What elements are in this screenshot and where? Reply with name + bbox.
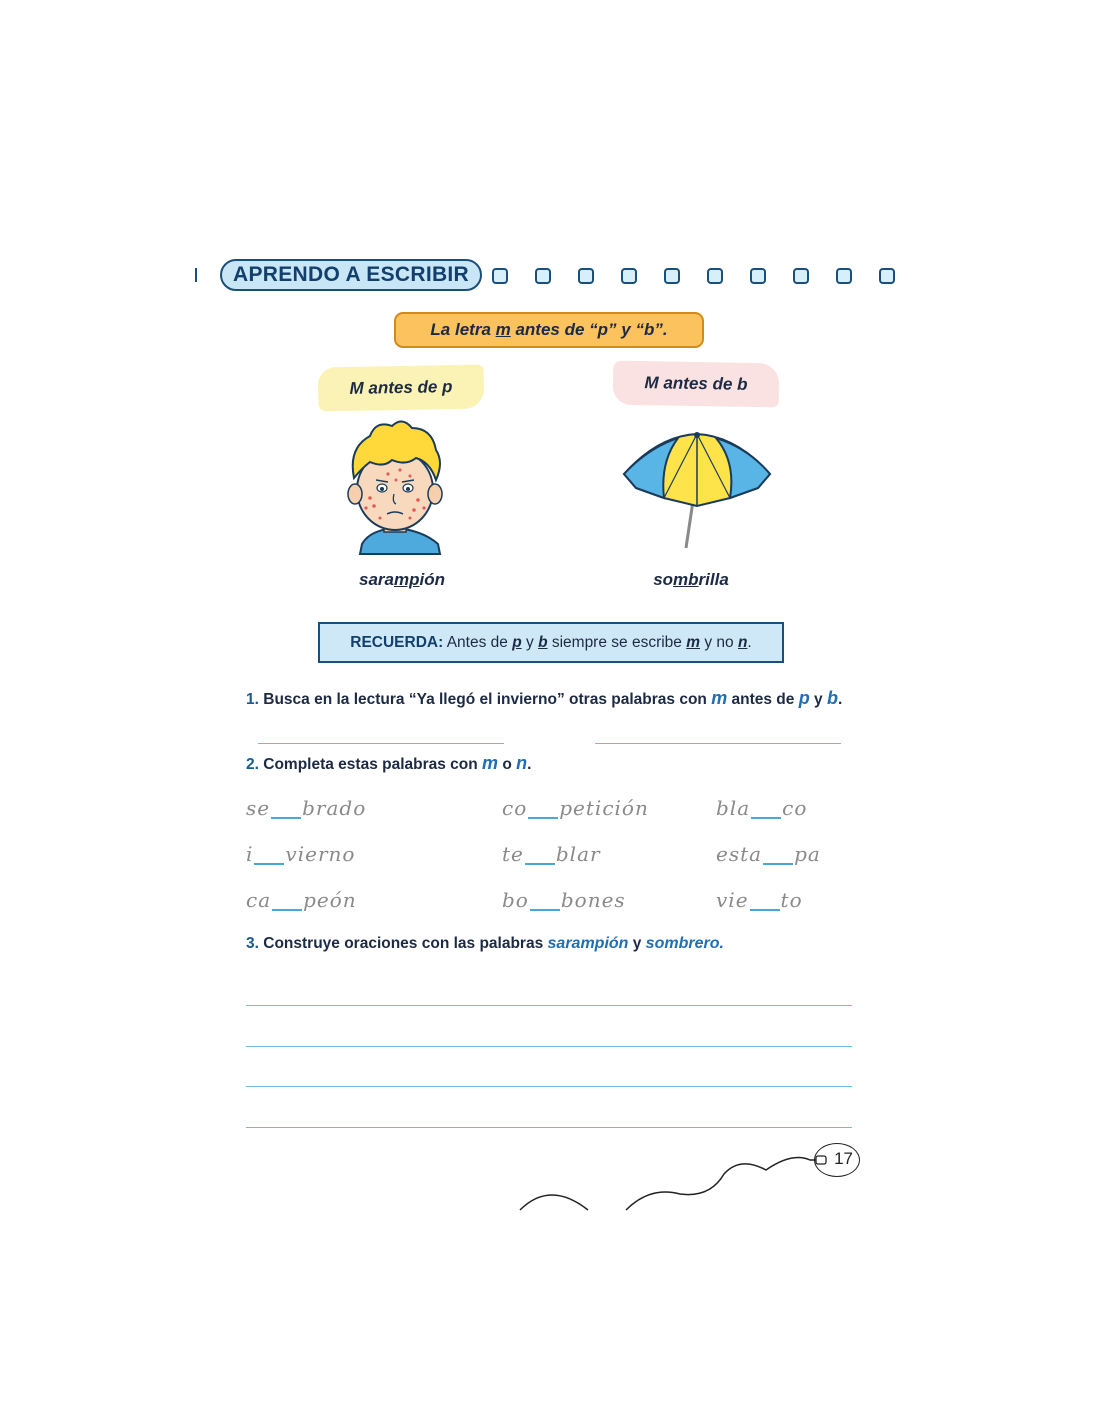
writing-line[interactable] (246, 1086, 852, 1087)
header-tick (195, 268, 197, 282)
decorative-cable (510, 1140, 830, 1220)
fill-word (716, 888, 803, 912)
remember-box (318, 622, 784, 663)
word-part: petición (559, 796, 649, 820)
word-part: bla (716, 796, 751, 820)
question-text: y (809, 691, 827, 708)
word-part: vierno (285, 842, 356, 866)
tag-m-before-b: M antes de b (613, 361, 780, 408)
remember-text: y (521, 634, 539, 651)
fill-word (502, 796, 649, 820)
question-number: 2. (246, 756, 259, 773)
boy-with-measles-illustration (340, 418, 450, 556)
remember-letter: n (737, 634, 748, 651)
word-part: ca (246, 888, 272, 912)
word-part: peón (303, 888, 357, 912)
writing-line[interactable] (246, 1046, 852, 1047)
lesson-title (394, 312, 704, 348)
word-part: brado (302, 796, 367, 820)
header-dot (793, 268, 809, 284)
writing-line[interactable] (246, 1127, 852, 1128)
fill-word (716, 842, 821, 866)
header-dot (707, 268, 723, 284)
section-title: APRENDO A ESCRIBIR (220, 259, 482, 291)
blank-slot[interactable] (525, 862, 555, 865)
question-text: o (498, 756, 517, 773)
highlight-letter: m (482, 753, 499, 773)
blank-slot[interactable] (528, 816, 558, 819)
word-part: rilla (698, 570, 729, 589)
word-part: ión (419, 570, 445, 589)
fill-word (246, 888, 357, 912)
question-text: y (628, 935, 646, 952)
blank-slot[interactable] (530, 908, 560, 911)
question-2 (246, 753, 531, 774)
header-dot (836, 268, 852, 284)
highlight-letter: n (516, 753, 528, 773)
highlight-word: sarampión (547, 935, 629, 952)
blank-slot[interactable] (271, 816, 301, 819)
remember-letter: b (538, 634, 548, 651)
page-number: 17 (814, 1143, 860, 1177)
example-word-sarampion (302, 570, 502, 590)
remember-letter: m (686, 634, 701, 651)
header-dot (535, 268, 551, 284)
word-part: co (502, 796, 528, 820)
fill-word (246, 842, 355, 866)
header-dot (492, 268, 508, 284)
question-text: . (837, 691, 843, 708)
fill-word (716, 796, 807, 820)
title-prefix: La letra (430, 320, 496, 339)
beach-umbrella-illustration (618, 430, 776, 552)
header-dot (578, 268, 594, 284)
question-number: 3. (246, 935, 259, 952)
header-dot (664, 268, 680, 284)
word-part: vie (716, 888, 749, 912)
remember-label: RECUERDA: (350, 634, 444, 651)
writing-line[interactable] (246, 1005, 852, 1006)
highlight-letter: p (798, 688, 810, 708)
remember-text: siempre se escribe (547, 634, 687, 651)
fill-word (502, 888, 626, 912)
question-text: Busca en la lectura “Ya llegó el invierno” otras palabras con (258, 691, 712, 708)
remember-letter: p (512, 634, 522, 651)
answer-line[interactable] (258, 743, 504, 744)
highlight-word: sombrero. (645, 935, 724, 952)
word-part: to (780, 888, 803, 912)
question-number: 1. (246, 691, 259, 708)
header-dot (879, 268, 895, 284)
blank-slot[interactable] (751, 816, 781, 819)
remember-text: Antes de (443, 634, 513, 651)
header-dot (750, 268, 766, 284)
question-3 (246, 935, 724, 953)
remember-text: . (747, 634, 752, 651)
question-1 (246, 688, 842, 709)
word-part: bones (560, 888, 626, 912)
blank-slot[interactable] (750, 908, 780, 911)
question-text: . (527, 756, 532, 773)
fill-word (502, 842, 601, 866)
word-part: esta (716, 842, 763, 866)
word-part: bo (502, 888, 529, 912)
blank-slot[interactable] (272, 908, 302, 911)
question-text: Completa estas palabras con (258, 756, 483, 773)
highlight-letter: m (711, 688, 728, 708)
title-suffix: antes de “p” y “b”. (510, 320, 668, 339)
header-dot (621, 268, 637, 284)
word-underlined: mp (393, 570, 420, 589)
example-word-sombrilla (591, 570, 791, 590)
tag-m-before-p: M antes de p (318, 365, 485, 412)
title-letter: m (495, 320, 511, 339)
word-part: sara (359, 570, 394, 589)
word-part: blar (555, 842, 601, 866)
remember-text: y no (700, 634, 738, 651)
question-text: antes de (727, 691, 799, 708)
question-text: Construye oraciones con las palabras (258, 935, 548, 952)
word-part: so (653, 570, 674, 589)
answer-line[interactable] (595, 743, 841, 744)
fill-word (246, 796, 366, 820)
word-part: se (246, 796, 271, 820)
blank-slot[interactable] (763, 862, 793, 865)
highlight-letter: b (826, 688, 838, 708)
word-part: pa (794, 842, 821, 866)
word-underlined: mb (673, 570, 699, 589)
word-part: te (502, 842, 524, 866)
word-part: i (246, 842, 254, 866)
blank-slot[interactable] (254, 862, 284, 865)
word-part: co (782, 796, 808, 820)
